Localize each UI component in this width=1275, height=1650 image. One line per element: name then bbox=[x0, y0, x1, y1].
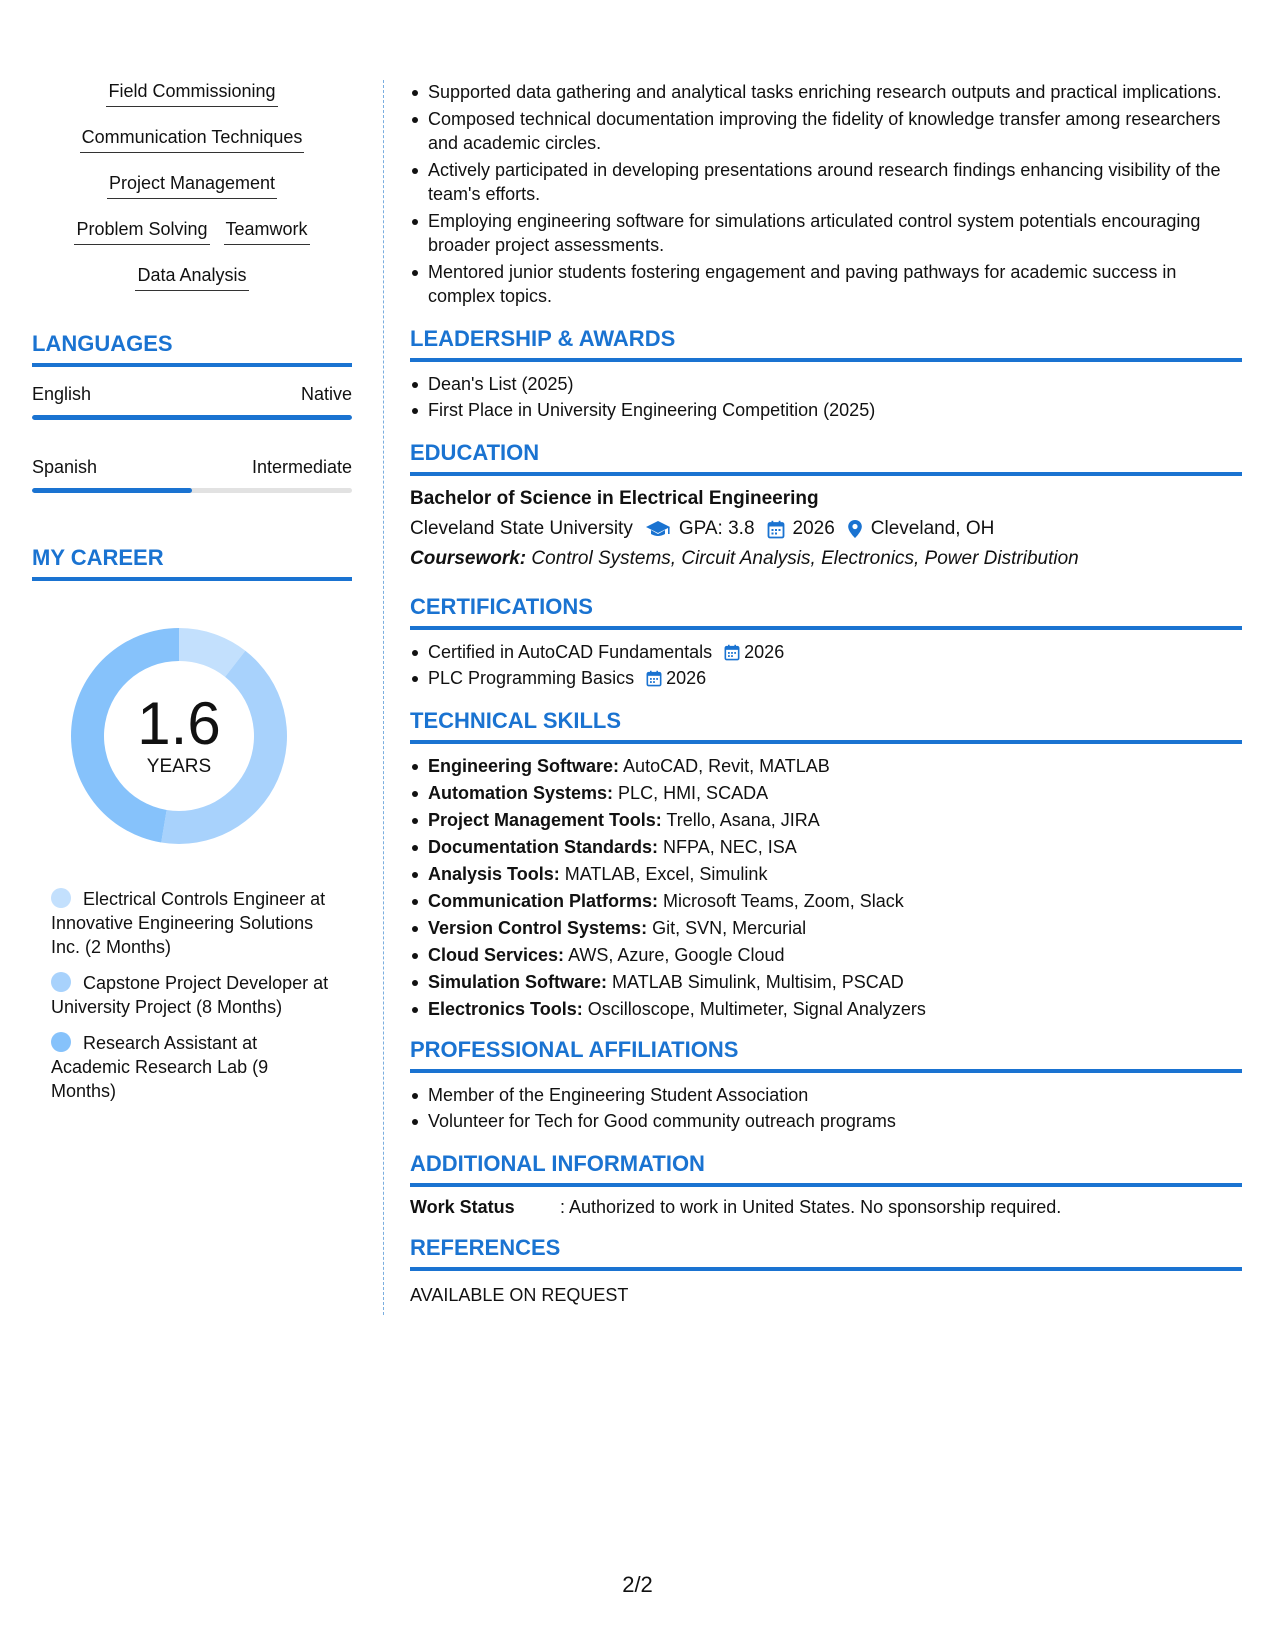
technical-skill-item bbox=[410, 808, 1242, 832]
left-column bbox=[32, 80, 352, 1115]
affiliation-item: Member of the Engineering Student Association bbox=[410, 1083, 1242, 1107]
graduation-year: 2026 bbox=[792, 518, 835, 539]
career-total-years: 1.6 bbox=[137, 690, 221, 757]
skill-tag: Teamwork bbox=[224, 218, 310, 245]
experience-bullet: Employing engineering software for simulations articulated control system potentials encouraging broader project assessments. bbox=[410, 209, 1242, 257]
skill-tag: Field Commissioning bbox=[106, 80, 277, 107]
education-location bbox=[847, 516, 995, 542]
skill-values: Trello, Asana, JIRA bbox=[666, 810, 820, 830]
legend-dot-icon bbox=[51, 972, 71, 992]
legend-dot-icon bbox=[51, 1032, 71, 1052]
page-number: 2/2 bbox=[622, 1572, 653, 1597]
certification-year: 2026 bbox=[744, 642, 785, 662]
experience-bullet: Mentored junior students fostering engagement and paving pathways for academic success in complex topics. bbox=[410, 260, 1242, 308]
skill-values: Oscilloscope, Multimeter, Signal Analyzers bbox=[587, 999, 926, 1019]
work-status-row bbox=[410, 1195, 1242, 1219]
technical-skill-item bbox=[410, 781, 1242, 805]
skill-values: AutoCAD, Revit, MATLAB bbox=[623, 756, 830, 776]
career-heading: MY CAREER bbox=[32, 545, 352, 581]
affiliation-item: Volunteer for Tech for Good community outreach programs bbox=[410, 1109, 1242, 1133]
education-school bbox=[410, 516, 633, 542]
skill-category: Communication Platforms: bbox=[428, 891, 659, 911]
skill-values: AWS, Azure, Google Cloud bbox=[568, 945, 785, 965]
language-level-bar bbox=[32, 415, 352, 420]
skill-category: Electronics Tools: bbox=[428, 999, 583, 1019]
skill-values: MATLAB Simulink, Multisim, PSCAD bbox=[612, 972, 904, 992]
education-gpa bbox=[645, 516, 755, 542]
skills-list bbox=[32, 80, 352, 291]
language-level: Native bbox=[300, 384, 352, 404]
skill-category: Version Control Systems: bbox=[428, 918, 648, 938]
skill-tag: Problem Solving bbox=[74, 218, 209, 245]
language-item bbox=[32, 456, 352, 493]
work-status-value: : Authorized to work in United States. No sponsorship required. bbox=[560, 1197, 1062, 1217]
career-legend-text: Capstone Project Developer at University Project (8 Months) bbox=[51, 973, 329, 1017]
career-donut-chart bbox=[64, 621, 294, 851]
skill-tag: Communication Techniques bbox=[80, 126, 305, 153]
skill-category: Project Management Tools: bbox=[428, 810, 662, 830]
certification-name: PLC Programming Basics bbox=[428, 668, 635, 688]
column-divider bbox=[383, 80, 384, 1315]
additional-info-heading: ADDITIONAL INFORMATION bbox=[410, 1151, 1242, 1187]
calendar-icon bbox=[724, 644, 740, 661]
technical-skills-heading: TECHNICAL SKILLS bbox=[410, 708, 1242, 744]
career-legend-item bbox=[51, 887, 332, 959]
technical-skills-list bbox=[410, 754, 1242, 1021]
certification-item bbox=[410, 666, 1242, 690]
school-location: Cleveland, OH bbox=[870, 518, 995, 539]
skill-values: Git, SVN, Mercurial bbox=[652, 918, 807, 938]
skill-category: Cloud Services: bbox=[428, 945, 565, 965]
affiliations-list bbox=[410, 1083, 1242, 1133]
skill-category: Simulation Software: bbox=[428, 972, 608, 992]
award-item: Dean's List (2025) bbox=[410, 372, 1242, 396]
skill-tag: Data Analysis bbox=[135, 264, 248, 291]
language-level-fill bbox=[32, 488, 192, 493]
affiliations-heading: PROFESSIONAL AFFILIATIONS bbox=[410, 1037, 1242, 1073]
career-total-unit: YEARS bbox=[146, 756, 212, 777]
career-legend-item bbox=[51, 971, 332, 1019]
certifications-list bbox=[410, 640, 1242, 690]
skill-values: MATLAB, Excel, Simulink bbox=[564, 864, 768, 884]
calendar-icon bbox=[646, 670, 662, 687]
certification-item bbox=[410, 640, 1242, 664]
technical-skill-item bbox=[410, 862, 1242, 886]
career-legend bbox=[32, 887, 352, 1103]
skill-values: NFPA, NEC, ISA bbox=[663, 837, 797, 857]
experience-bullet: Supported data gathering and analytical tasks enriching research outputs and practical implications. bbox=[410, 80, 1242, 104]
references-heading: REFERENCES bbox=[410, 1235, 1242, 1271]
awards-list bbox=[410, 372, 1242, 422]
location-pin-icon bbox=[847, 519, 863, 539]
skill-category: Engineering Software: bbox=[428, 756, 620, 776]
language-name: English bbox=[32, 384, 92, 404]
graduation-cap-icon bbox=[645, 519, 671, 539]
language-name: Spanish bbox=[32, 457, 98, 477]
calendar-icon bbox=[767, 520, 785, 539]
award-item: First Place in University Engineering Competition (2025) bbox=[410, 398, 1242, 422]
education-degree: Bachelor of Science in Electrical Engineering bbox=[410, 488, 819, 509]
skill-values: Microsoft Teams, Zoom, Slack bbox=[663, 891, 904, 911]
certifications-heading: CERTIFICATIONS bbox=[410, 594, 1242, 630]
awards-heading: LEADERSHIP & AWARDS bbox=[410, 326, 1242, 362]
right-column bbox=[410, 80, 1242, 1307]
education-details bbox=[410, 516, 1242, 542]
technical-skill-item bbox=[410, 916, 1242, 940]
language-level-bar bbox=[32, 488, 352, 493]
technical-skill-item bbox=[410, 835, 1242, 859]
skill-category: Documentation Standards: bbox=[428, 837, 659, 857]
work-status-label: Work Status bbox=[410, 1197, 515, 1217]
references-text: AVAILABLE ON REQUEST bbox=[410, 1285, 629, 1305]
coursework-label: Coursework: bbox=[410, 548, 527, 569]
technical-skill-item bbox=[410, 997, 1242, 1021]
education-year bbox=[767, 516, 835, 542]
experience-bullet: Composed technical documentation improving the fidelity of knowledge transfer among researchers and academic circles. bbox=[410, 107, 1242, 155]
skill-values: PLC, HMI, SCADA bbox=[618, 783, 769, 803]
career-donut-center bbox=[64, 621, 294, 851]
career-legend-item bbox=[51, 1031, 332, 1103]
education-coursework bbox=[410, 546, 1242, 572]
certification-name: Certified in AutoCAD Fundamentals bbox=[428, 642, 713, 662]
legend-dot-icon bbox=[51, 888, 71, 908]
skill-category: Automation Systems: bbox=[428, 783, 614, 803]
technical-skill-item bbox=[410, 943, 1242, 967]
experience-bullet: Actively participated in developing presentations around research findings enhancing visibility of the team's efforts. bbox=[410, 158, 1242, 206]
career-legend-text: Research Assistant at Academic Research Lab (9 Months) bbox=[51, 1033, 269, 1101]
technical-skill-item bbox=[410, 970, 1242, 994]
gpa-value: GPA: 3.8 bbox=[678, 518, 755, 539]
certification-year: 2026 bbox=[666, 668, 707, 688]
language-item bbox=[32, 383, 352, 420]
technical-skill-item bbox=[410, 889, 1242, 913]
languages-heading: LANGUAGES bbox=[32, 331, 352, 367]
language-level: Intermediate bbox=[251, 457, 352, 477]
career-legend-text: Electrical Controls Engineer at Innovative Engineering Solutions Inc. (2 Months) bbox=[51, 889, 326, 957]
skill-category: Analysis Tools: bbox=[428, 864, 560, 884]
education-heading: EDUCATION bbox=[410, 440, 1242, 476]
experience-bullets bbox=[410, 80, 1242, 308]
technical-skill-item bbox=[410, 754, 1242, 778]
languages-list bbox=[32, 383, 352, 493]
skill-tag: Project Management bbox=[107, 172, 277, 199]
school-name: Cleveland State University bbox=[410, 518, 633, 539]
coursework-text: Control Systems, Circuit Analysis, Electronics, Power Distribution bbox=[531, 548, 1079, 569]
language-level-fill bbox=[32, 415, 352, 420]
